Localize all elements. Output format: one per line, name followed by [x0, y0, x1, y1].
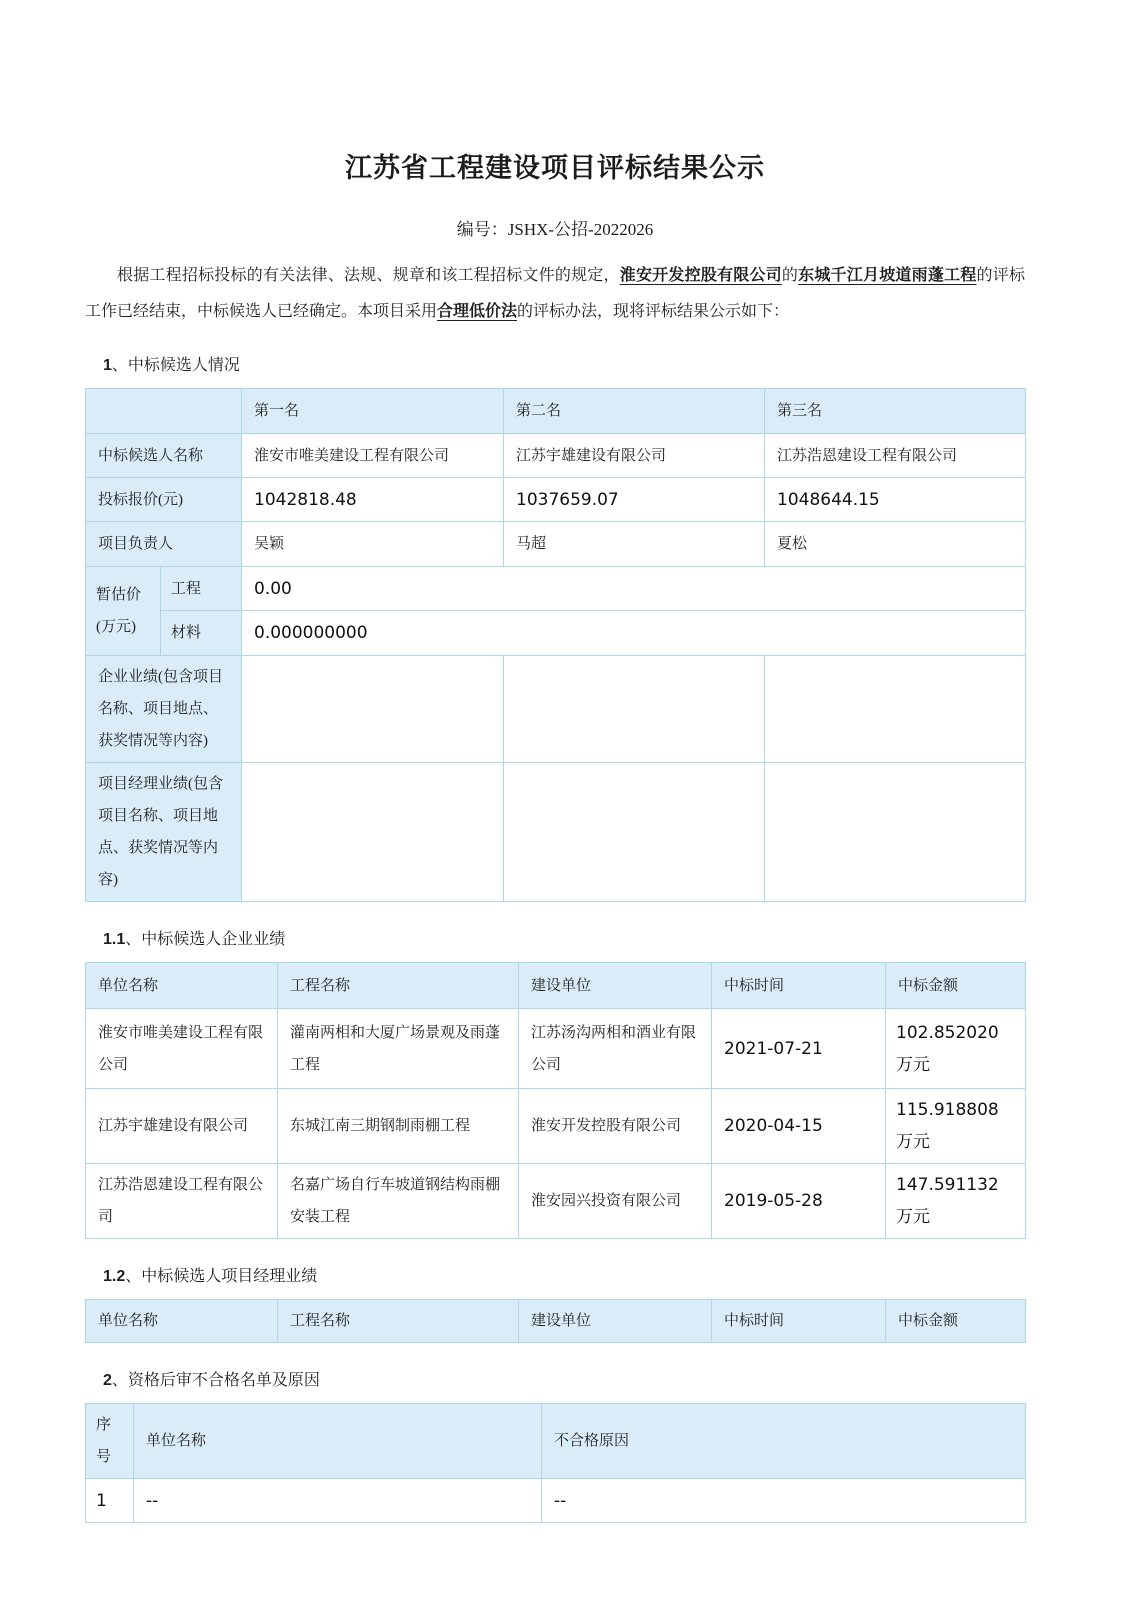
- performance-builder: 淮安园兴投资有限公司: [519, 1164, 712, 1239]
- table-row: [86, 522, 1026, 567]
- intro-text-1: 根据工程招标投标的有关法律、法规、规章和该工程招标文件的规定，: [117, 267, 620, 284]
- table-row: [86, 1009, 1026, 1089]
- table-row: [86, 478, 1026, 522]
- column-header-builder: 建设单位: [519, 1300, 712, 1343]
- column-header-company: 单位名称: [134, 1404, 542, 1479]
- empty-cell: [504, 656, 765, 763]
- rank-header-2: 第二名: [504, 389, 765, 434]
- intro-text-3: 的评标办法，现将评标结果公示如下：: [517, 303, 790, 320]
- column-header-company: 单位名称: [86, 1300, 278, 1343]
- disqualified-index: 1: [86, 1479, 134, 1523]
- performance-amount: 102.852020 万元: [886, 1009, 1026, 1089]
- candidate-name-1: 淮安市唯美建设工程有限公司: [242, 434, 504, 478]
- performance-builder: 江苏汤沟两相和酒业有限公司: [519, 1009, 712, 1089]
- project-manager-2: 马超: [504, 522, 765, 567]
- empty-cell: [242, 656, 504, 763]
- performance-project: 名嘉广场自行车坡道钢结构雨棚安装工程: [278, 1164, 519, 1239]
- section-1-title: 、中标候选人情况: [111, 357, 240, 374]
- disqualified-reason: --: [542, 1479, 1026, 1523]
- performance-date: 2019-05-28: [712, 1164, 886, 1239]
- row-label-project-manager: 项目负责人: [86, 522, 242, 567]
- disqualified-table: [85, 1403, 1026, 1523]
- table-row: [86, 963, 1026, 1009]
- intro-text-2: 的评标工作已经结束，中标候选人已经确定。本项目采用: [85, 267, 1025, 320]
- section-2-title: 、资格后审不合格名单及原因: [111, 1372, 320, 1389]
- section-1-1-title: 、中标候选人企业业绩: [125, 931, 286, 948]
- performance-date: 2021-07-21: [712, 1009, 886, 1089]
- table-row: [86, 567, 1026, 611]
- intro-conj: 的: [781, 267, 799, 284]
- empty-cell: [504, 763, 765, 902]
- table-row: [86, 1404, 1026, 1479]
- performance-amount: 115.918808 万元: [886, 1089, 1026, 1164]
- bid-price-3: 1048644.15: [765, 478, 1026, 522]
- table-row: [86, 1479, 1026, 1523]
- section-1-1-heading: [103, 926, 1025, 949]
- row-label-candidate-name: 中标候选人名称: [86, 434, 242, 478]
- performance-amount: 147.591132 万元: [886, 1164, 1026, 1239]
- table-row: [86, 434, 1026, 478]
- empty-cell: [765, 656, 1026, 763]
- table-row: [86, 389, 1026, 434]
- estimate-material-value: 0.000000000: [242, 611, 1026, 656]
- table-row: [86, 1300, 1026, 1343]
- document-title: 江苏省工程建设项目评标结果公示: [345, 153, 765, 183]
- section-1-number: 1: [103, 357, 112, 374]
- column-header-amount: 中标金额: [886, 963, 1026, 1009]
- column-header-project: 工程名称: [278, 1300, 519, 1343]
- column-header-project: 工程名称: [278, 963, 519, 1009]
- disqualified-company: --: [134, 1479, 542, 1523]
- table-row: [86, 1164, 1026, 1239]
- column-header-builder: 建设单位: [519, 963, 712, 1009]
- column-header-date: 中标时间: [712, 1300, 886, 1343]
- section-2-number: 2: [103, 1372, 112, 1389]
- section-1-heading: [103, 352, 1025, 375]
- bid-price-2: 1037659.07: [504, 478, 765, 522]
- intro-paragraph: [85, 258, 1025, 330]
- table-row: [86, 611, 1026, 656]
- manager-performance-table: [85, 1299, 1026, 1343]
- section-1-2-title: 、中标候选人项目经理业绩: [125, 1268, 318, 1285]
- evaluation-method: 合理低价法: [437, 303, 518, 320]
- performance-company: 江苏浩恩建设工程有限公司: [86, 1164, 278, 1239]
- table-row: [86, 763, 1026, 902]
- performance-project: 东城江南三期钢制雨棚工程: [278, 1089, 519, 1164]
- table-row: [86, 1089, 1026, 1164]
- performance-project: 灌南两相和大厦广场景观及雨蓬工程: [278, 1009, 519, 1089]
- section-1-1-number: 1.1: [103, 931, 126, 948]
- candidates-table: [85, 388, 1026, 902]
- performance-builder: 淮安开发控股有限公司: [519, 1089, 712, 1164]
- column-header-date: 中标时间: [712, 963, 886, 1009]
- company-performance-table: [85, 962, 1026, 1239]
- empty-cell: [242, 763, 504, 902]
- candidate-name-2: 江苏宇雄建设有限公司: [504, 434, 765, 478]
- row-label-estimate: 暂估价(万元): [86, 567, 161, 656]
- section-1-2-number: 1.2: [103, 1268, 126, 1285]
- row-label-manager-performance: 项目经理业绩(包含项目名称、项目地点、获奖情况等内容): [86, 763, 242, 902]
- performance-company: 江苏宇雄建设有限公司: [86, 1089, 278, 1164]
- estimate-engineering-value: 0.00: [242, 567, 1026, 611]
- column-header-company: 单位名称: [86, 963, 278, 1009]
- column-header-index: 序号: [86, 1404, 134, 1479]
- row-label-estimate-material: 材料: [161, 611, 242, 656]
- project-manager-1: 吴颖: [242, 522, 504, 567]
- document-content: [85, 146, 1025, 1523]
- bid-price-1: 1042818.48: [242, 478, 504, 522]
- project-name: 东城千江月坡道雨蓬工程: [798, 267, 977, 284]
- performance-date: 2020-04-15: [712, 1089, 886, 1164]
- table-row: [86, 656, 1026, 763]
- owner-name: 淮安开发控股有限公司: [619, 267, 782, 284]
- section-1-2-heading: [103, 1263, 1025, 1286]
- performance-company: 淮安市唯美建设工程有限公司: [86, 1009, 278, 1089]
- section-2-heading: [103, 1367, 1025, 1390]
- column-header-reason: 不合格原因: [542, 1404, 1026, 1479]
- rank-header-1: 第一名: [242, 389, 504, 434]
- row-label-estimate-engineering: 工程: [161, 567, 242, 611]
- project-manager-3: 夏松: [765, 522, 1026, 567]
- row-label-bid-price: 投标报价(元): [86, 478, 242, 522]
- row-label-company-performance: 企业业绩(包含项目名称、项目地点、获奖情况等内容): [86, 656, 242, 763]
- empty-cell: [765, 763, 1026, 902]
- doc-number: 编号：JSHX-公招-2022026: [456, 220, 654, 239]
- corner-cell: [86, 389, 242, 434]
- candidate-name-3: 江苏浩恩建设工程有限公司: [765, 434, 1026, 478]
- rank-header-3: 第三名: [765, 389, 1026, 434]
- column-header-amount: 中标金额: [886, 1300, 1026, 1343]
